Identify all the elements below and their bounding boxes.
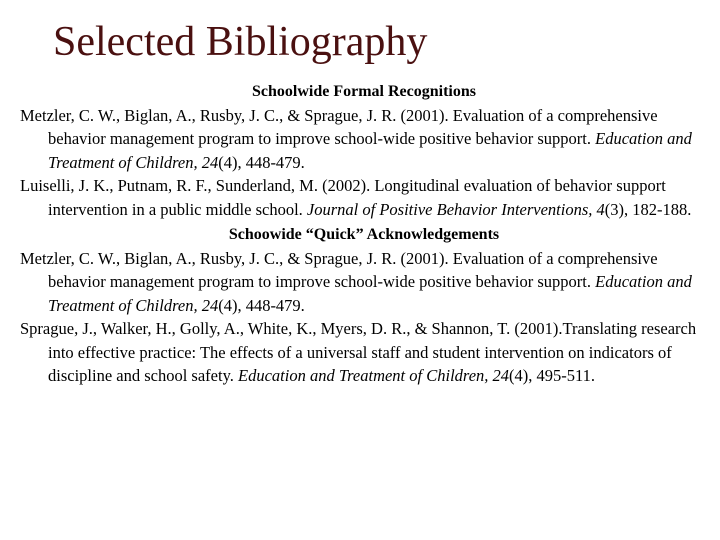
reference-item	[20, 247, 708, 318]
reference-authors: Metzler, C. W., Biglan, A., Rusby, J. C., & Sprague, J. R. (2001). Evaluation of a comprehensive behavior management program to improve school-wide positive behavior support.	[20, 248, 658, 291]
reference-issue: (4), 448-479.	[218, 152, 305, 172]
reference-journal: Education and Treatment of Children, 24	[48, 272, 692, 315]
reference-issue: (4), 448-479.	[218, 295, 305, 315]
reference-item	[20, 104, 708, 175]
bibliography-body	[20, 80, 708, 388]
reference-issue: (3), 182-188.	[604, 199, 692, 219]
section-heading-formal-recognitions: Schoolwide Formal Recognitions	[252, 83, 476, 100]
reference-authors: Sprague, J., Walker, H., Golly, A., White, K., Myers, D. R., & Shannon, T. (2001).Translating research into effective practice: The effects of a universal staff and student intervention on indicators of discipline and school safety.	[20, 319, 697, 385]
reference-journal: Education and Treatment of Children, 24	[48, 129, 692, 172]
reference-authors: Metzler, C. W., Biglan, A., Rusby, J. C., & Sprague, J. R. (2001). Evaluation of a comprehensive behavior management program to improve school-wide positive behavior support.	[20, 105, 658, 148]
reference-issue: (4), 495-511.	[509, 366, 596, 385]
reference-item	[20, 317, 708, 388]
page-title: Selected Bibliography	[53, 19, 428, 65]
reference-journal: Education and Treatment of Children, 24	[238, 366, 510, 385]
reference-item	[20, 174, 708, 221]
reference-authors: Luiselli, J. K., Putnam, R. F., Sunderland, M. (2002). Longitudinal evaluation of behavior support intervention in a public middle school.	[20, 176, 666, 219]
section-heading-quick-acknowledgements: Schoowide “Quick” Acknowledgements	[228, 226, 500, 243]
reference-journal: Journal of Positive Behavior Interventions, 4	[306, 199, 605, 219]
